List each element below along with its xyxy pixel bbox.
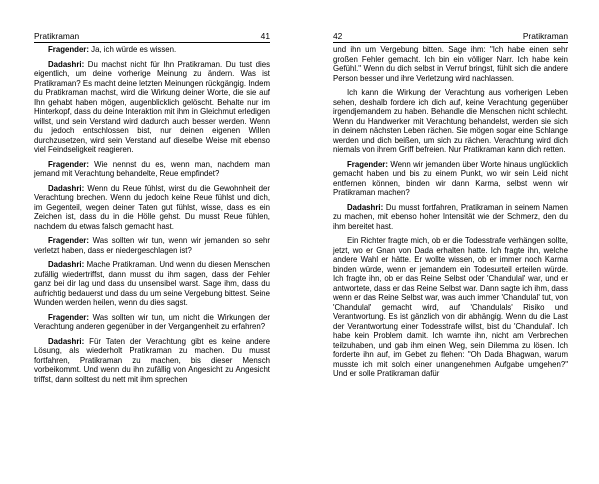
left-paragraph-4 [34,236,270,255]
left-paragraph-3 [34,184,270,232]
right-header-title: Pratikraman [522,31,568,41]
right-page [303,0,599,484]
speaker-label: Dadashri: [48,59,85,69]
left-page-body [34,45,270,384]
speaker-label: Fragender: [48,45,89,54]
speaker-label: Fragender: [347,159,388,169]
speaker-label: Dadashri: [48,260,85,269]
right-paragraph-3 [333,203,568,232]
left-header-title: Pratikraman [34,31,80,41]
left-paragraph-1 [34,60,270,155]
speaker-label: Fragender: [48,312,89,322]
paragraph-text: Ein Richter fragte mich, ob er die Todesstrafe verhängen sollte, jetzt, wo er Gnan von Dada erhalten hatte. Ich fragte ihn, welche andere Wahl er hätte. Er wollte wissen, ob er immer noch Karma binden würde, wenn er jemandem ein Todesurteil erteilen würde. Ich fragte ihn, ob er das Reine Selbst oder 'Chandulal' war, und er antwortete, dass er das Reine Selbst war. Dann sagte ich ihm, dass wenn er das Reine Selbst war, was auch immer 'Chandulal' tut, von 'Chandulal' gemacht wird, auf 'Chandulals' Risiko und Verantwortung. Es ist gänzlich von dir abhängig. Wenn du die Last der Verantwortung einer Todesstrafe willst, bist du 'Chandulal'. Ich habe kein Problem damit. Ich warnte ihn, nicht am Verbrechen teilzuhaben, und gab ihm einen Weg, sein Dilemma zu lösen. Ich forderte ihn auf, im Gebet zu flehen: "Oh Dada Bhagwan, warum musste ich mit solch einer unangenehmen Aufgabe umgehen?" Und er solle Pratikraman dafür [333,236,568,378]
paragraph-text: Du machst nicht für Ihn Pratikraman. Du tust dies eigentlich, um deine vorherige Meinung zu ändern. Was ist Pratikraman? Es macht deine letzten Meinungen rückgängig. Indem du Pratikraman machst, wird die Wirkung deiner Worte, die sie auf Ihn gehabt haben mögen, augenblicklich gelöscht. Behalte nur im Hinterkopf, dass du deine Interaktion mit ihm in Gleichmut erledigen willst, und sein Verstand wird dadurch auch besser werden. Wenn du jedoch entschlossen bist, nur deinen eigenen Willen durchzusetzen, wird sein Verstand auf dieselbe Weise mit ebenso viel Feindseligkeit reagieren. [34,59,270,154]
right-paragraph-0 [333,45,568,83]
right-paragraph-2 [333,160,568,198]
left-paragraph-7 [34,337,270,385]
paragraph-text: Mache Pratikraman. Und wenn du diesen Menschen zufällig wiedertriffst, dann musst du ihm sagen, dass der Fehler ganz bei dir lag und dass du unsensibel warst. Sage ihm, dass du aufrichtig bedauerst und dass du um seine Vergebung bittest. Seine Wunden werden heilen, wenn du dies sagst. [34,260,270,307]
paragraph-text: Was sollten wir tun, um nicht die Wirkungen der Verachtung anderen gegenüber in der Vergangenheit zu erfahren? [34,312,270,331]
paragraph-text: und ihn um Vergebung bitten. Sage ihm: "Ich habe einen sehr großen Fehler gemacht. Ich bin ein völliger Narr. Ich habe kein Gefühl." Wenn du dich selbst in Verruf bringst, fühlt sich die andere Person besser und ihre Verletzung wird nachlassen. [333,45,568,83]
speaker-label: Dadashri: [48,336,85,346]
paragraph-text: Wie nennst du es, wenn man, nachdem man jemand mit Verachtung behandelte, Reue empfindet? [34,159,270,178]
speaker-label: Dadashri: [48,183,85,193]
left-page-header [34,32,270,43]
paragraph-text: Was sollten wir tun, wenn wir jemanden so sehr verletzt haben, dass er niedergeschlagen ist? [34,236,270,255]
paragraph-text: Wenn wir jemanden über Worte hinaus unglücklich gemacht haben und bis zu einem Punkt, wo wir sein Leid nicht entfernen können, binden wir dann Karma, selbst wenn wir Pratikraman machen? [333,159,568,197]
left-paragraph-0 [34,45,270,55]
right-paragraph-4 [333,236,568,379]
paragraph-text: Für Taten der Verachtung gibt es keine andere Lösung, als wiederholt Pratikraman zu machen. Du musst fortfahren, Pratikraman zu machen, bis dieser Mensch vorbeikommt. Und wenn du ihn zufällig von Angesicht zu Angesicht triffst, dann solltest du nett mit ihm sprechen [34,336,270,384]
right-page-number: 42 [333,31,343,41]
speaker-label: Fragender: [48,236,89,245]
left-paragraph-2 [34,160,270,179]
right-paragraph-1 [333,88,568,155]
speaker-label: Fragender: [48,159,89,169]
paragraph-text: Ja, ich würde es wissen. [88,45,177,54]
right-page-body [333,45,568,379]
left-paragraph-5 [34,260,270,308]
left-paragraph-6 [34,313,270,332]
paragraph-text: Du musst fortfahren, Pratikraman in seinem Namen zu machen, mit ebenso hoher Intensität wie der Schmerz, den du ihm bereitet hast. [333,202,568,231]
speaker-label: Dadashri: [347,202,384,212]
paragraph-text: Wenn du Reue fühlst, wirst du die Gewohnheit der Verachtung brechen. Wenn du jedoch keine Reue fühlst und dich, im Gegenteil, wegen deiner Taten gut fühlst, wisse, dass es ein Zeichen ist, dass du in die Hölle gehst. Du musst Reue fühlen, nachdem du etwas falsch gemacht hast. [34,183,270,231]
left-page [0,0,296,484]
left-page-number: 41 [260,31,270,41]
paragraph-text: Ich kann die Wirkung der Verachtung aus vorherigen Leben sehen, deshalb fordere ich dich auf, keine Verachtung gegenüber irgendjemandem zu haben. Behandle die Menschen nicht schlecht. Wenn du Handwerker mit Verachtung behandelst, werden sie sich in deinem nächsten Leben rächen. Sie mögen sogar eine Schlange werden und dich beißen, um sich zu rächen. Verachtung wird dich niemals von ihrem Griff befreien. Nur Pratikraman kann dich retten. [333,88,568,154]
right-page-header [333,32,568,43]
